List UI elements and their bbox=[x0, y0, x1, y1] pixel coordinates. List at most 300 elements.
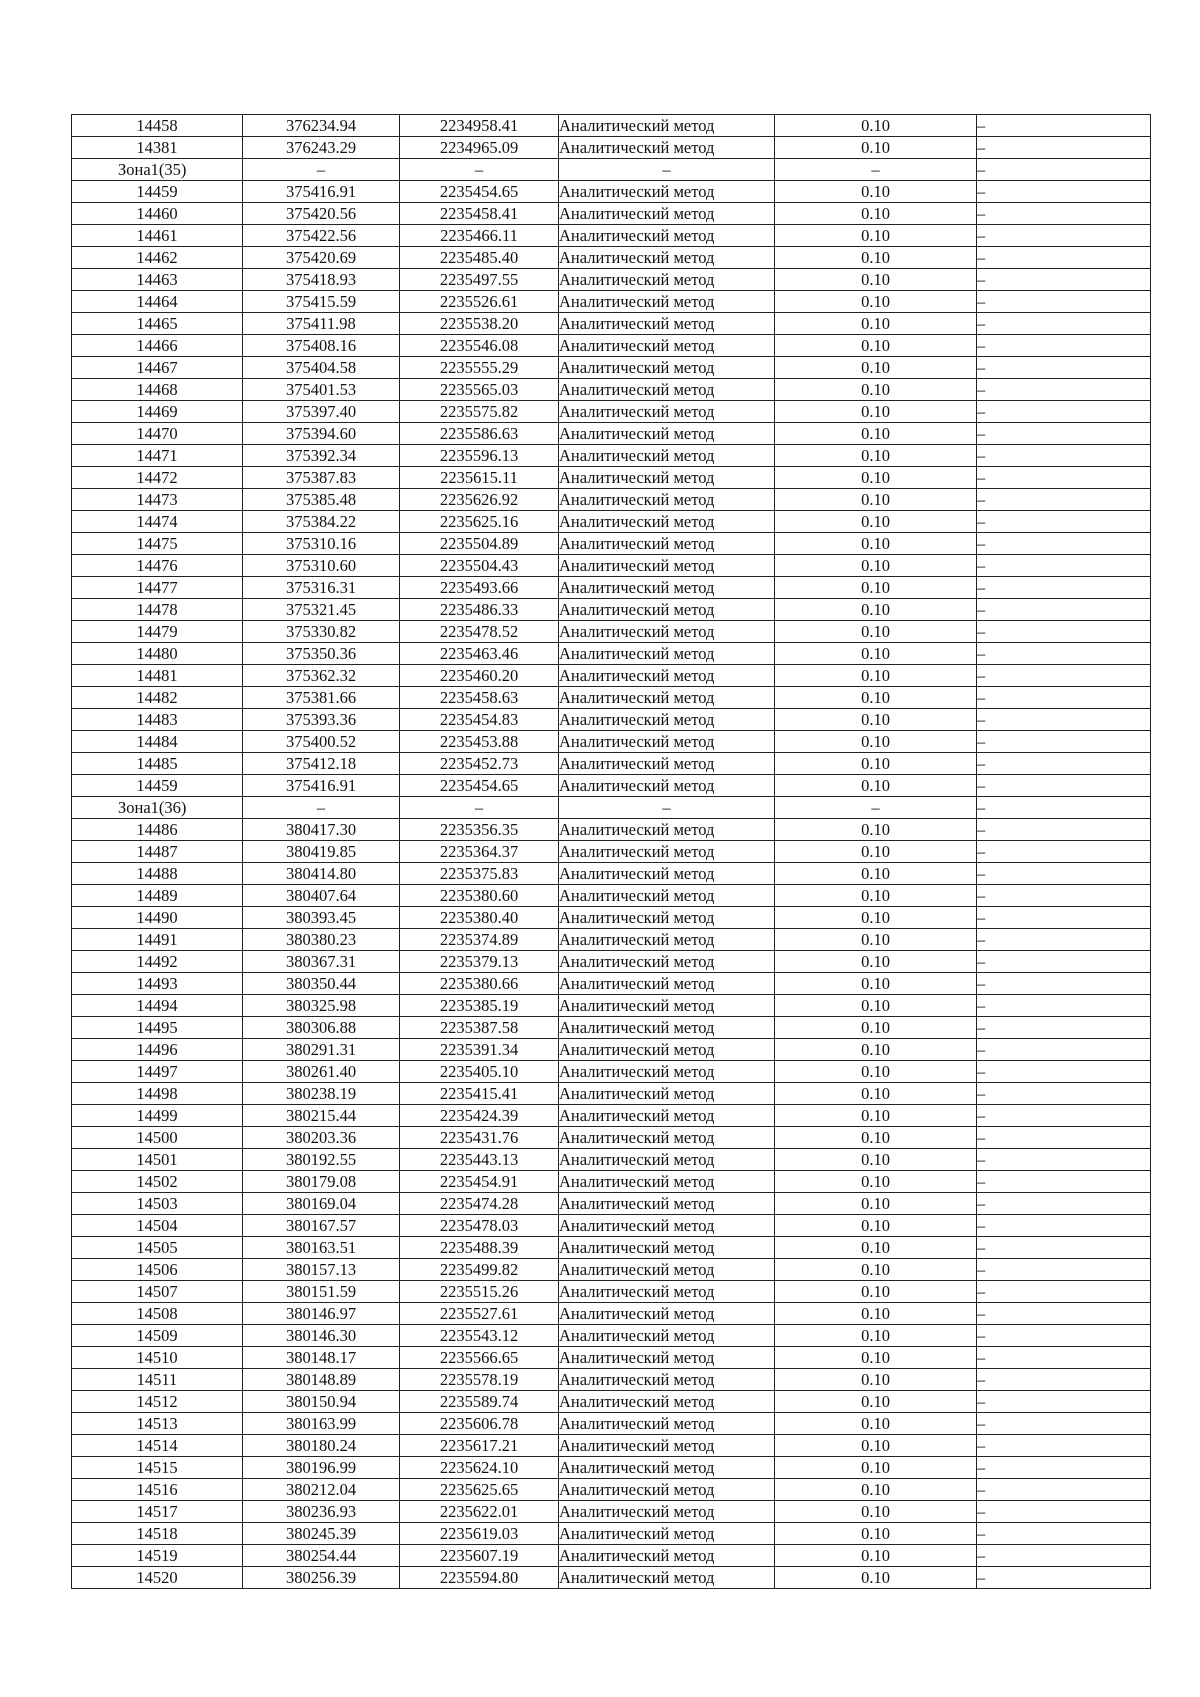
note-cell: – bbox=[977, 863, 1151, 885]
table-row bbox=[72, 269, 1151, 291]
method-cell: Аналитический метод bbox=[559, 819, 775, 841]
point-number-cell: 14477 bbox=[72, 577, 243, 599]
note-cell: – bbox=[977, 247, 1151, 269]
method-cell: Аналитический метод bbox=[559, 599, 775, 621]
y-coordinate-cell: 2235575.82 bbox=[400, 401, 559, 423]
x-coordinate-cell: 380212.04 bbox=[243, 1479, 400, 1501]
method-cell: Аналитический метод bbox=[559, 1259, 775, 1281]
x-coordinate-cell: 375400.52 bbox=[243, 731, 400, 753]
table-row bbox=[72, 643, 1151, 665]
y-coordinate-cell: 2235375.83 bbox=[400, 863, 559, 885]
point-number-cell: 14458 bbox=[72, 115, 243, 137]
note-cell: – bbox=[977, 1457, 1151, 1479]
y-coordinate-cell: 2235625.65 bbox=[400, 1479, 559, 1501]
y-coordinate-cell: 2235589.74 bbox=[400, 1391, 559, 1413]
y-coordinate-cell: 2234958.41 bbox=[400, 115, 559, 137]
note-cell: – bbox=[977, 599, 1151, 621]
table-row bbox=[72, 819, 1151, 841]
point-number-cell: 14501 bbox=[72, 1149, 243, 1171]
table-row bbox=[72, 1127, 1151, 1149]
accuracy-cell: 0.10 bbox=[775, 1413, 977, 1435]
method-cell: Аналитический метод bbox=[559, 885, 775, 907]
method-cell: Аналитический метод bbox=[559, 269, 775, 291]
point-number-cell: 14471 bbox=[72, 445, 243, 467]
accuracy-cell: 0.10 bbox=[775, 1303, 977, 1325]
note-cell: – bbox=[977, 203, 1151, 225]
y-coordinate-cell: – bbox=[400, 797, 559, 819]
y-coordinate-cell: 2235543.12 bbox=[400, 1325, 559, 1347]
y-coordinate-cell: 2235594.80 bbox=[400, 1567, 559, 1589]
accuracy-cell: 0.10 bbox=[775, 577, 977, 599]
coordinates-table bbox=[71, 114, 1151, 1589]
note-cell: – bbox=[977, 1523, 1151, 1545]
method-cell: Аналитический метод bbox=[559, 841, 775, 863]
accuracy-cell: 0.10 bbox=[775, 1105, 977, 1127]
accuracy-cell: 0.10 bbox=[775, 951, 977, 973]
note-cell: – bbox=[977, 951, 1151, 973]
y-coordinate-cell: 2235565.03 bbox=[400, 379, 559, 401]
note-cell: – bbox=[977, 1435, 1151, 1457]
method-cell: Аналитический метод bbox=[559, 181, 775, 203]
note-cell: – bbox=[977, 181, 1151, 203]
point-number-cell: 14507 bbox=[72, 1281, 243, 1303]
zone-name-cell: Зона1(36) bbox=[72, 797, 243, 819]
method-cell: Аналитический метод bbox=[559, 1567, 775, 1589]
x-coordinate-cell: 375394.60 bbox=[243, 423, 400, 445]
table-row bbox=[72, 1369, 1151, 1391]
point-number-cell: 14509 bbox=[72, 1325, 243, 1347]
note-cell: – bbox=[977, 1567, 1151, 1589]
accuracy-cell: – bbox=[775, 797, 977, 819]
note-cell: – bbox=[977, 1237, 1151, 1259]
accuracy-cell: 0.10 bbox=[775, 753, 977, 775]
x-coordinate-cell: 380238.19 bbox=[243, 1083, 400, 1105]
accuracy-cell: 0.10 bbox=[775, 489, 977, 511]
accuracy-cell: 0.10 bbox=[775, 1237, 977, 1259]
point-number-cell: 14503 bbox=[72, 1193, 243, 1215]
method-cell: Аналитический метод bbox=[559, 643, 775, 665]
y-coordinate-cell: 2235443.13 bbox=[400, 1149, 559, 1171]
y-coordinate-cell: 2235454.65 bbox=[400, 775, 559, 797]
y-coordinate-cell: 2235615.11 bbox=[400, 467, 559, 489]
accuracy-cell: 0.10 bbox=[775, 313, 977, 335]
method-cell: Аналитический метод bbox=[559, 423, 775, 445]
x-coordinate-cell: 380236.93 bbox=[243, 1501, 400, 1523]
accuracy-cell: 0.10 bbox=[775, 1369, 977, 1391]
table-row bbox=[72, 929, 1151, 951]
method-cell: Аналитический метод bbox=[559, 1017, 775, 1039]
table-row bbox=[72, 115, 1151, 137]
y-coordinate-cell: 2235356.35 bbox=[400, 819, 559, 841]
accuracy-cell: 0.10 bbox=[775, 1567, 977, 1589]
y-coordinate-cell: 2235499.82 bbox=[400, 1259, 559, 1281]
accuracy-cell: 0.10 bbox=[775, 929, 977, 951]
note-cell: – bbox=[977, 423, 1151, 445]
table-row bbox=[72, 1193, 1151, 1215]
accuracy-cell: 0.10 bbox=[775, 885, 977, 907]
note-cell: – bbox=[977, 797, 1151, 819]
x-coordinate-cell: 380148.17 bbox=[243, 1347, 400, 1369]
point-number-cell: 14502 bbox=[72, 1171, 243, 1193]
y-coordinate-cell: 2235607.19 bbox=[400, 1545, 559, 1567]
note-cell: – bbox=[977, 137, 1151, 159]
table-row bbox=[72, 1479, 1151, 1501]
point-number-cell: 14460 bbox=[72, 203, 243, 225]
x-coordinate-cell: 375316.31 bbox=[243, 577, 400, 599]
method-cell: Аналитический метод bbox=[559, 995, 775, 1017]
y-coordinate-cell: 2235622.01 bbox=[400, 1501, 559, 1523]
note-cell: – bbox=[977, 687, 1151, 709]
table-row bbox=[72, 1039, 1151, 1061]
note-cell: – bbox=[977, 1545, 1151, 1567]
y-coordinate-cell: 2235364.37 bbox=[400, 841, 559, 863]
y-coordinate-cell: 2235474.28 bbox=[400, 1193, 559, 1215]
note-cell: – bbox=[977, 1303, 1151, 1325]
x-coordinate-cell: – bbox=[243, 159, 400, 181]
accuracy-cell: 0.10 bbox=[775, 247, 977, 269]
y-coordinate-cell: 2235374.89 bbox=[400, 929, 559, 951]
point-number-cell: 14476 bbox=[72, 555, 243, 577]
zone-name-cell: Зона1(35) bbox=[72, 159, 243, 181]
note-cell: – bbox=[977, 1259, 1151, 1281]
note-cell: – bbox=[977, 995, 1151, 1017]
accuracy-cell: 0.10 bbox=[775, 137, 977, 159]
accuracy-cell: 0.10 bbox=[775, 1171, 977, 1193]
note-cell: – bbox=[977, 1479, 1151, 1501]
accuracy-cell: 0.10 bbox=[775, 665, 977, 687]
y-coordinate-cell: 2235458.41 bbox=[400, 203, 559, 225]
y-coordinate-cell: 2235485.40 bbox=[400, 247, 559, 269]
x-coordinate-cell: 380151.59 bbox=[243, 1281, 400, 1303]
y-coordinate-cell: 2235453.88 bbox=[400, 731, 559, 753]
x-coordinate-cell: 380261.40 bbox=[243, 1061, 400, 1083]
note-cell: – bbox=[977, 511, 1151, 533]
note-cell: – bbox=[977, 907, 1151, 929]
y-coordinate-cell: 2235617.21 bbox=[400, 1435, 559, 1457]
point-number-cell: 14487 bbox=[72, 841, 243, 863]
point-number-cell: 14493 bbox=[72, 973, 243, 995]
x-coordinate-cell: 380167.57 bbox=[243, 1215, 400, 1237]
table-row bbox=[72, 489, 1151, 511]
point-number-cell: 14473 bbox=[72, 489, 243, 511]
note-cell: – bbox=[977, 753, 1151, 775]
point-number-cell: 14491 bbox=[72, 929, 243, 951]
accuracy-cell: 0.10 bbox=[775, 203, 977, 225]
table-row bbox=[72, 1391, 1151, 1413]
y-coordinate-cell: 2235586.63 bbox=[400, 423, 559, 445]
point-number-cell: 14467 bbox=[72, 357, 243, 379]
y-coordinate-cell: 2235391.34 bbox=[400, 1039, 559, 1061]
point-number-cell: 14466 bbox=[72, 335, 243, 357]
point-number-cell: 14486 bbox=[72, 819, 243, 841]
method-cell: Аналитический метод bbox=[559, 1237, 775, 1259]
x-coordinate-cell: 375416.91 bbox=[243, 181, 400, 203]
accuracy-cell: 0.10 bbox=[775, 907, 977, 929]
table-row bbox=[72, 885, 1151, 907]
point-number-cell: 14459 bbox=[72, 775, 243, 797]
method-cell: Аналитический метод bbox=[559, 1149, 775, 1171]
method-cell: Аналитический метод bbox=[559, 1325, 775, 1347]
accuracy-cell: 0.10 bbox=[775, 841, 977, 863]
accuracy-cell: 0.10 bbox=[775, 819, 977, 841]
y-coordinate-cell: 2235619.03 bbox=[400, 1523, 559, 1545]
method-cell: Аналитический метод bbox=[559, 577, 775, 599]
method-cell: Аналитический метод bbox=[559, 1523, 775, 1545]
y-coordinate-cell: 2235431.76 bbox=[400, 1127, 559, 1149]
point-number-cell: 14480 bbox=[72, 643, 243, 665]
accuracy-cell: 0.10 bbox=[775, 1215, 977, 1237]
x-coordinate-cell: 380146.97 bbox=[243, 1303, 400, 1325]
x-coordinate-cell: 375387.83 bbox=[243, 467, 400, 489]
accuracy-cell: 0.10 bbox=[775, 1193, 977, 1215]
x-coordinate-cell: 380192.55 bbox=[243, 1149, 400, 1171]
table-row bbox=[72, 907, 1151, 929]
method-cell: Аналитический метод bbox=[559, 1039, 775, 1061]
x-coordinate-cell: 380350.44 bbox=[243, 973, 400, 995]
note-cell: – bbox=[977, 1083, 1151, 1105]
x-coordinate-cell: 375310.60 bbox=[243, 555, 400, 577]
accuracy-cell: – bbox=[775, 159, 977, 181]
table-row bbox=[72, 1281, 1151, 1303]
note-cell: – bbox=[977, 731, 1151, 753]
table-row bbox=[72, 1105, 1151, 1127]
table-row bbox=[72, 423, 1151, 445]
table-row bbox=[72, 1083, 1151, 1105]
table-row bbox=[72, 665, 1151, 687]
point-number-cell: 14462 bbox=[72, 247, 243, 269]
x-coordinate-cell: 375384.22 bbox=[243, 511, 400, 533]
note-cell: – bbox=[977, 973, 1151, 995]
note-cell: – bbox=[977, 1413, 1151, 1435]
x-coordinate-cell: 376234.94 bbox=[243, 115, 400, 137]
point-number-cell: 14475 bbox=[72, 533, 243, 555]
note-cell: – bbox=[977, 313, 1151, 335]
table-row bbox=[72, 775, 1151, 797]
point-number-cell: 14468 bbox=[72, 379, 243, 401]
x-coordinate-cell: 380163.99 bbox=[243, 1413, 400, 1435]
x-coordinate-cell: 375321.45 bbox=[243, 599, 400, 621]
point-number-cell: 14494 bbox=[72, 995, 243, 1017]
table-row bbox=[72, 247, 1151, 269]
coordinates-table-body bbox=[72, 115, 1151, 1589]
x-coordinate-cell: 380180.24 bbox=[243, 1435, 400, 1457]
method-cell: Аналитический метод bbox=[559, 291, 775, 313]
zone-header-row bbox=[72, 159, 1151, 181]
point-number-cell: 14482 bbox=[72, 687, 243, 709]
point-number-cell: 14478 bbox=[72, 599, 243, 621]
note-cell: – bbox=[977, 1039, 1151, 1061]
point-number-cell: 14516 bbox=[72, 1479, 243, 1501]
note-cell: – bbox=[977, 401, 1151, 423]
table-row bbox=[72, 687, 1151, 709]
table-row bbox=[72, 621, 1151, 643]
point-number-cell: 14504 bbox=[72, 1215, 243, 1237]
x-coordinate-cell: 380407.64 bbox=[243, 885, 400, 907]
x-coordinate-cell: 375415.59 bbox=[243, 291, 400, 313]
y-coordinate-cell: 2235385.19 bbox=[400, 995, 559, 1017]
x-coordinate-cell: 380306.88 bbox=[243, 1017, 400, 1039]
table-row bbox=[72, 753, 1151, 775]
note-cell: – bbox=[977, 225, 1151, 247]
x-coordinate-cell: 375422.56 bbox=[243, 225, 400, 247]
method-cell: Аналитический метод bbox=[559, 621, 775, 643]
note-cell: – bbox=[977, 379, 1151, 401]
table-row bbox=[72, 951, 1151, 973]
point-number-cell: 14479 bbox=[72, 621, 243, 643]
x-coordinate-cell: 380150.94 bbox=[243, 1391, 400, 1413]
y-coordinate-cell: – bbox=[400, 159, 559, 181]
method-cell: Аналитический метод bbox=[559, 687, 775, 709]
table-row bbox=[72, 709, 1151, 731]
method-cell: Аналитический метод bbox=[559, 929, 775, 951]
note-cell: – bbox=[977, 1501, 1151, 1523]
method-cell: Аналитический метод bbox=[559, 203, 775, 225]
x-coordinate-cell: 380393.45 bbox=[243, 907, 400, 929]
note-cell: – bbox=[977, 1105, 1151, 1127]
x-coordinate-cell: 380179.08 bbox=[243, 1171, 400, 1193]
x-coordinate-cell: 380215.44 bbox=[243, 1105, 400, 1127]
x-coordinate-cell: 375412.18 bbox=[243, 753, 400, 775]
note-cell: – bbox=[977, 467, 1151, 489]
point-number-cell: 14489 bbox=[72, 885, 243, 907]
x-coordinate-cell: 375310.16 bbox=[243, 533, 400, 555]
accuracy-cell: 0.10 bbox=[775, 1501, 977, 1523]
point-number-cell: 14500 bbox=[72, 1127, 243, 1149]
table-row bbox=[72, 863, 1151, 885]
method-cell: Аналитический метод bbox=[559, 335, 775, 357]
y-coordinate-cell: 2235454.83 bbox=[400, 709, 559, 731]
y-coordinate-cell: 2235504.43 bbox=[400, 555, 559, 577]
method-cell: Аналитический метод bbox=[559, 115, 775, 137]
accuracy-cell: 0.10 bbox=[775, 1083, 977, 1105]
accuracy-cell: 0.10 bbox=[775, 1347, 977, 1369]
note-cell: – bbox=[977, 665, 1151, 687]
method-cell: Аналитический метод bbox=[559, 225, 775, 247]
accuracy-cell: 0.10 bbox=[775, 379, 977, 401]
x-coordinate-cell: 375420.69 bbox=[243, 247, 400, 269]
note-cell: – bbox=[977, 1281, 1151, 1303]
accuracy-cell: 0.10 bbox=[775, 1017, 977, 1039]
accuracy-cell: 0.10 bbox=[775, 1435, 977, 1457]
accuracy-cell: 0.10 bbox=[775, 1479, 977, 1501]
table-row bbox=[72, 291, 1151, 313]
method-cell: Аналитический метод bbox=[559, 951, 775, 973]
y-coordinate-cell: 2235493.66 bbox=[400, 577, 559, 599]
accuracy-cell: 0.10 bbox=[775, 1391, 977, 1413]
accuracy-cell: 0.10 bbox=[775, 1127, 977, 1149]
y-coordinate-cell: 2235454.91 bbox=[400, 1171, 559, 1193]
point-number-cell: 14488 bbox=[72, 863, 243, 885]
y-coordinate-cell: 2235578.19 bbox=[400, 1369, 559, 1391]
y-coordinate-cell: 2235458.63 bbox=[400, 687, 559, 709]
x-coordinate-cell: 375393.36 bbox=[243, 709, 400, 731]
x-coordinate-cell: 375420.56 bbox=[243, 203, 400, 225]
note-cell: – bbox=[977, 577, 1151, 599]
accuracy-cell: 0.10 bbox=[775, 1061, 977, 1083]
accuracy-cell: 0.10 bbox=[775, 225, 977, 247]
x-coordinate-cell: 375404.58 bbox=[243, 357, 400, 379]
y-coordinate-cell: 2235405.10 bbox=[400, 1061, 559, 1083]
y-coordinate-cell: 2235538.20 bbox=[400, 313, 559, 335]
method-cell: Аналитический метод bbox=[559, 313, 775, 335]
method-cell: Аналитический метод bbox=[559, 401, 775, 423]
method-cell: Аналитический метод bbox=[559, 1303, 775, 1325]
accuracy-cell: 0.10 bbox=[775, 1281, 977, 1303]
method-cell: Аналитический метод bbox=[559, 775, 775, 797]
point-number-cell: 14463 bbox=[72, 269, 243, 291]
point-number-cell: 14505 bbox=[72, 1237, 243, 1259]
method-cell: Аналитический метод bbox=[559, 1281, 775, 1303]
y-coordinate-cell: 2235415.41 bbox=[400, 1083, 559, 1105]
x-coordinate-cell: 380146.30 bbox=[243, 1325, 400, 1347]
accuracy-cell: 0.10 bbox=[775, 709, 977, 731]
y-coordinate-cell: 2235424.39 bbox=[400, 1105, 559, 1127]
accuracy-cell: 0.10 bbox=[775, 775, 977, 797]
y-coordinate-cell: 2235566.65 bbox=[400, 1347, 559, 1369]
x-coordinate-cell: 380414.80 bbox=[243, 863, 400, 885]
table-row bbox=[72, 1347, 1151, 1369]
method-cell: Аналитический метод bbox=[559, 1479, 775, 1501]
accuracy-cell: 0.10 bbox=[775, 533, 977, 555]
note-cell: – bbox=[977, 357, 1151, 379]
table-row bbox=[72, 533, 1151, 555]
table-row bbox=[72, 1457, 1151, 1479]
note-cell: – bbox=[977, 291, 1151, 313]
method-cell: Аналитический метод bbox=[559, 907, 775, 929]
method-cell: Аналитический метод bbox=[559, 863, 775, 885]
note-cell: – bbox=[977, 885, 1151, 907]
point-number-cell: 14498 bbox=[72, 1083, 243, 1105]
accuracy-cell: 0.10 bbox=[775, 599, 977, 621]
method-cell: Аналитический метод bbox=[559, 1369, 775, 1391]
table-row bbox=[72, 577, 1151, 599]
note-cell: – bbox=[977, 269, 1151, 291]
method-cell: Аналитический метод bbox=[559, 489, 775, 511]
accuracy-cell: 0.10 bbox=[775, 1523, 977, 1545]
y-coordinate-cell: 2235546.08 bbox=[400, 335, 559, 357]
method-cell: Аналитический метод bbox=[559, 665, 775, 687]
x-coordinate-cell: 380169.04 bbox=[243, 1193, 400, 1215]
point-number-cell: 14512 bbox=[72, 1391, 243, 1413]
note-cell: – bbox=[977, 115, 1151, 137]
x-coordinate-cell: 375350.36 bbox=[243, 643, 400, 665]
x-coordinate-cell: 375392.34 bbox=[243, 445, 400, 467]
y-coordinate-cell: 2235452.73 bbox=[400, 753, 559, 775]
y-coordinate-cell: 2235486.33 bbox=[400, 599, 559, 621]
point-number-cell: 14484 bbox=[72, 731, 243, 753]
method-cell: Аналитический метод bbox=[559, 1545, 775, 1567]
y-coordinate-cell: 2235460.20 bbox=[400, 665, 559, 687]
method-cell: Аналитический метод bbox=[559, 511, 775, 533]
zone-header-row bbox=[72, 797, 1151, 819]
point-number-cell: 14470 bbox=[72, 423, 243, 445]
y-coordinate-cell: 2235387.58 bbox=[400, 1017, 559, 1039]
accuracy-cell: 0.10 bbox=[775, 1259, 977, 1281]
table-row bbox=[72, 1523, 1151, 1545]
accuracy-cell: 0.10 bbox=[775, 181, 977, 203]
x-coordinate-cell: 375381.66 bbox=[243, 687, 400, 709]
point-number-cell: 14519 bbox=[72, 1545, 243, 1567]
point-number-cell: 14520 bbox=[72, 1567, 243, 1589]
method-cell: Аналитический метод bbox=[559, 731, 775, 753]
y-coordinate-cell: 2235380.60 bbox=[400, 885, 559, 907]
table-row bbox=[72, 357, 1151, 379]
point-number-cell: 14472 bbox=[72, 467, 243, 489]
table-row bbox=[72, 1303, 1151, 1325]
point-number-cell: 14518 bbox=[72, 1523, 243, 1545]
x-coordinate-cell: 380254.44 bbox=[243, 1545, 400, 1567]
note-cell: – bbox=[977, 1061, 1151, 1083]
